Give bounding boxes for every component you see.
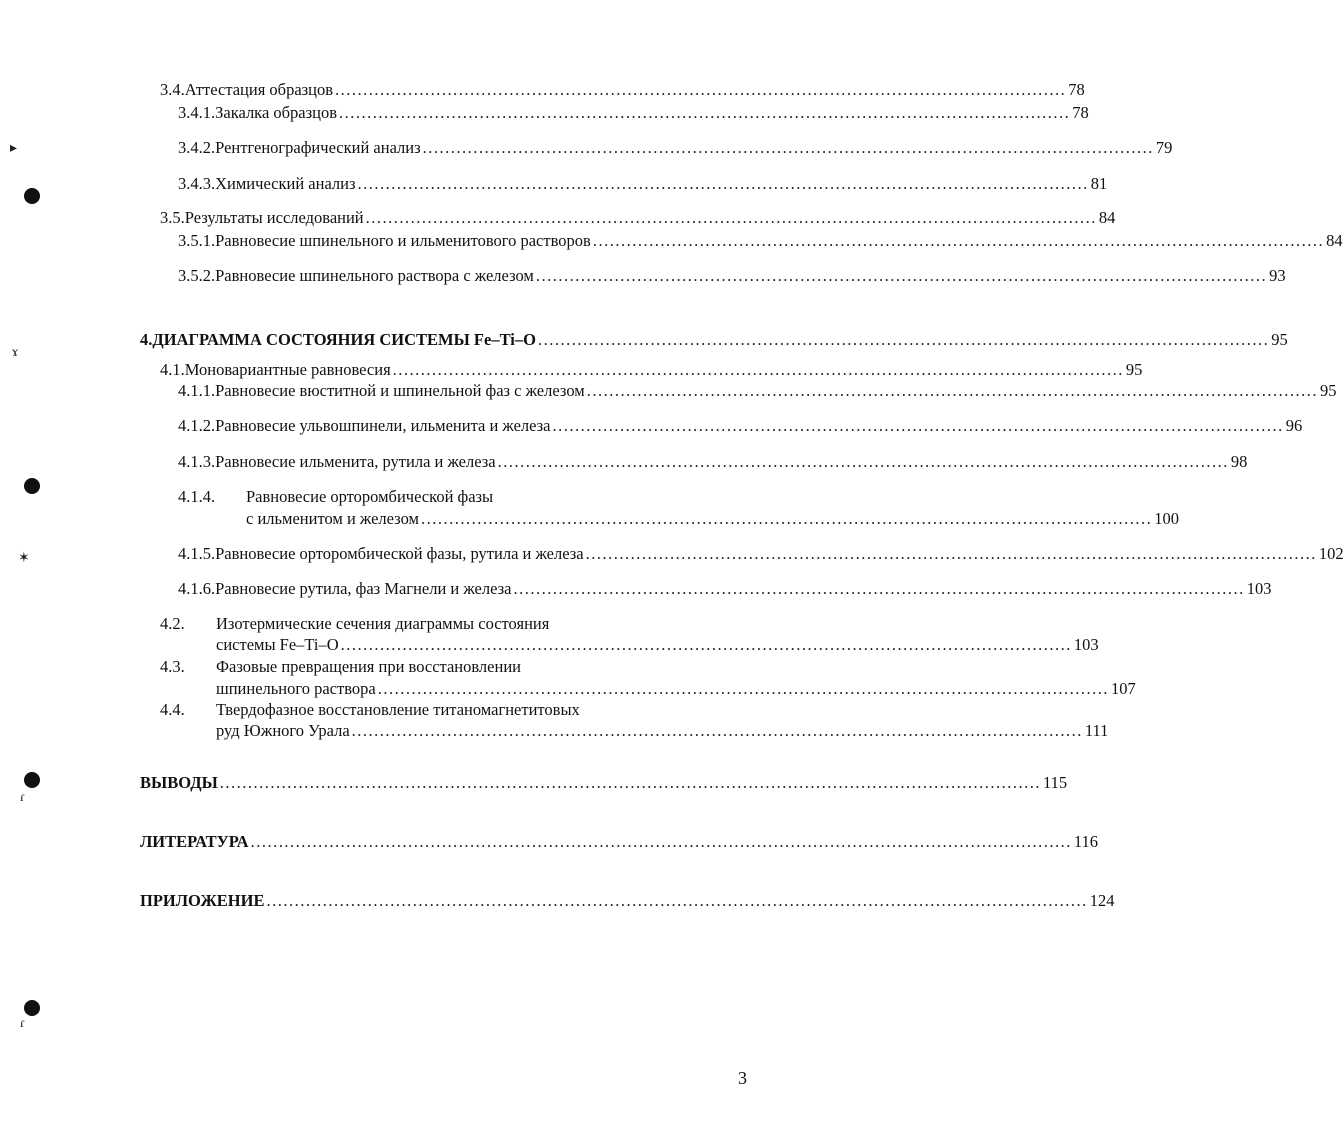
toc-entry-3-5-1[interactable] bbox=[178, 231, 1343, 251]
toc-entry-appendix[interactable] bbox=[140, 891, 1115, 911]
toc-title: Равновесие ильменита, рутила и железа bbox=[215, 452, 496, 471]
binder-hole bbox=[24, 478, 40, 494]
toc-number: 3.4. bbox=[160, 80, 185, 99]
toc-entry-3-5-2[interactable] bbox=[178, 266, 1286, 286]
toc-title: Закалка образцов bbox=[215, 103, 338, 122]
toc-leader: .................................................................................................................................. bbox=[422, 138, 1154, 157]
toc-title: Равновесие рутила, фаз Магнели и железа bbox=[215, 579, 512, 598]
toc-entry-4-1-2[interactable] bbox=[178, 416, 1303, 436]
toc-number: 4.1.5. bbox=[178, 544, 216, 563]
toc-title: Равновесие шпинельного раствора с железом bbox=[215, 266, 534, 285]
toc-title: Моновариантные равновесия bbox=[184, 360, 391, 379]
toc-leader: .................................................................................................................................. bbox=[585, 544, 1317, 563]
toc-page: 78 bbox=[1072, 103, 1089, 122]
toc-page: 103 bbox=[1246, 579, 1272, 598]
scan-mark: ɾ bbox=[20, 790, 25, 805]
toc-title: Изотермические сечения диаграммы состояния bbox=[216, 614, 550, 633]
toc-entry-4-2[interactable] bbox=[216, 635, 1099, 655]
toc-title: Равновесие шпинельного и ильменитового растворов bbox=[215, 231, 591, 250]
toc-title: Равновесие ульвошпинели, ильменита и железа bbox=[215, 416, 551, 435]
toc-title: руд Южного Урала bbox=[216, 721, 350, 740]
toc-title: Равновесие орторомбической фазы bbox=[246, 487, 494, 506]
toc-page: 78 bbox=[1068, 80, 1085, 99]
scan-mark: ✶ bbox=[18, 551, 30, 566]
toc-title: с ильменитом и железом bbox=[246, 509, 419, 528]
toc-page: 116 bbox=[1073, 832, 1098, 851]
toc-entry-conclusions[interactable] bbox=[140, 773, 1068, 793]
toc-page: 98 bbox=[1230, 452, 1248, 471]
toc-number: 3.4.3. bbox=[178, 174, 216, 193]
toc-page: 107 bbox=[1110, 679, 1136, 698]
scan-mark: ɾ bbox=[20, 1016, 25, 1031]
binder-hole bbox=[24, 188, 40, 204]
toc-page: 95 bbox=[1125, 360, 1143, 379]
toc-number: 3.4.2. bbox=[178, 138, 216, 157]
toc-entry-3-4-1[interactable] bbox=[178, 103, 1089, 123]
toc-title: Равновесие вюститной и шпинельной фаз с железом bbox=[215, 381, 585, 400]
toc-page: 95 bbox=[1271, 330, 1288, 349]
toc-number: 3.5. bbox=[160, 208, 185, 227]
toc-leader: .................................................................................................................................. bbox=[513, 579, 1245, 598]
toc-leader: .................................................................................................................................................. bbox=[266, 891, 1088, 910]
toc-entry-literature[interactable] bbox=[140, 832, 1098, 852]
toc-page: 84 bbox=[1326, 231, 1343, 250]
toc-page: 95 bbox=[1319, 381, 1337, 400]
scan-mark: ɤ bbox=[12, 345, 19, 360]
toc-page: 103 bbox=[1073, 635, 1099, 654]
toc-page: 96 bbox=[1285, 416, 1303, 435]
binder-hole bbox=[24, 1000, 40, 1016]
toc-entry-4-3-first-line[interactable] bbox=[160, 657, 521, 677]
toc-entry-4-1-6[interactable] bbox=[178, 579, 1272, 599]
toc-number: 3.5.2. bbox=[178, 266, 216, 285]
toc-number: 4.1.2. bbox=[178, 416, 216, 435]
toc-entry-4-1-4[interactable] bbox=[246, 509, 1179, 529]
toc-number: 4.4. bbox=[160, 700, 185, 719]
toc-title: ЛИТЕРАТУРА bbox=[140, 832, 249, 851]
toc-entry-3-4-3[interactable] bbox=[178, 174, 1108, 194]
toc-title: системы Fe–Ti–O bbox=[216, 635, 339, 654]
toc-leader: .................................................................................................................................. bbox=[537, 330, 1270, 349]
toc-title: ВЫВОДЫ bbox=[140, 773, 218, 792]
toc-number: 4.2. bbox=[160, 614, 185, 633]
toc-entry-4-4-first-line[interactable] bbox=[160, 700, 580, 720]
toc-leader: .................................................................................................................................................. bbox=[219, 773, 1042, 792]
toc-title: Твердофазное восстановление титаномагнетитовых bbox=[216, 700, 580, 719]
toc-leader: .................................................................................................................................. bbox=[351, 721, 1083, 740]
toc-leader: .................................................................................................................................................. bbox=[250, 832, 1072, 851]
toc-title: Результаты исследований bbox=[184, 208, 364, 227]
toc-leader: .................................................................................................................................. bbox=[340, 635, 1072, 654]
toc-entry-4-4[interactable] bbox=[216, 721, 1109, 741]
toc-title: Рентгенографический анализ bbox=[215, 138, 421, 157]
toc-number: 4.1. bbox=[160, 360, 185, 379]
toc-entry-4-2-first-line[interactable] bbox=[160, 614, 549, 634]
page-number: 3 bbox=[738, 1068, 747, 1088]
toc-leader: .................................................................................................................................. bbox=[535, 266, 1268, 285]
toc-entry-3-4-2[interactable] bbox=[178, 138, 1173, 158]
toc-entry-4-1-4-first-line[interactable] bbox=[178, 487, 493, 507]
binder-hole bbox=[24, 772, 40, 788]
toc-entry-3-4[interactable] bbox=[160, 80, 1085, 100]
toc-page: 102 bbox=[1318, 544, 1344, 563]
toc-number: 4.1.4. bbox=[178, 487, 216, 506]
toc-number: 4. bbox=[140, 330, 153, 349]
toc-leader: .................................................................................................................................. bbox=[339, 103, 1071, 122]
toc-page: 115 bbox=[1043, 773, 1068, 792]
toc-page: 111 bbox=[1084, 721, 1109, 740]
toc-entry-chapter-4[interactable] bbox=[140, 330, 1288, 350]
toc-leader: .................................................................................................................................. bbox=[552, 416, 1284, 435]
toc-number: 4.1.6. bbox=[178, 579, 216, 598]
toc-number: 4.3. bbox=[160, 657, 185, 676]
toc-leader: .................................................................................................................................. bbox=[357, 174, 1089, 193]
toc-leader: .................................................................................................................................. bbox=[392, 360, 1124, 379]
toc-page: 93 bbox=[1269, 266, 1286, 285]
toc-entry-4-1-5[interactable] bbox=[178, 544, 1344, 564]
toc-leader: .................................................................................................................................. bbox=[592, 231, 1325, 250]
toc-page: 81 bbox=[1090, 174, 1108, 193]
toc-leader: .................................................................................................................................. bbox=[497, 452, 1229, 471]
toc-page: 124 bbox=[1089, 891, 1115, 910]
toc-leader: .................................................................................................................................. bbox=[365, 208, 1097, 227]
toc-page: 100 bbox=[1154, 509, 1179, 528]
toc-entry-3-5[interactable] bbox=[160, 208, 1116, 228]
scan-mark: ▸ bbox=[10, 141, 18, 156]
toc-entry-4-1-1[interactable] bbox=[178, 381, 1337, 401]
toc-page: 79 bbox=[1155, 138, 1173, 157]
toc-entry-4-1[interactable] bbox=[160, 360, 1143, 380]
toc-title: Аттестация образцов bbox=[184, 80, 334, 99]
toc-entry-4-1-3[interactable] bbox=[178, 452, 1248, 472]
toc-title: шпинельного раствора bbox=[216, 679, 376, 698]
toc-leader: .................................................................................................................................. bbox=[335, 80, 1067, 99]
toc-title: Фазовые превращения при восстановлении bbox=[216, 657, 521, 676]
toc-title: Равновесие орторомбической фазы, рутила и железа bbox=[215, 544, 584, 563]
toc-page: 84 bbox=[1098, 208, 1116, 227]
toc-number: 4.1.3. bbox=[178, 452, 216, 471]
toc-title: Химический анализ bbox=[215, 174, 356, 193]
toc-leader: .................................................................................................................................. bbox=[586, 381, 1318, 400]
toc-title: ПРИЛОЖЕНИЕ bbox=[140, 891, 265, 910]
toc-number: 3.4.1. bbox=[178, 103, 216, 122]
toc-leader: .................................................................................................................................. bbox=[420, 509, 1153, 528]
toc-entry-4-3[interactable] bbox=[216, 679, 1136, 699]
toc-title: ДИАГРАММА СОСТОЯНИЯ СИСТЕМЫ Fe–Ti–O bbox=[152, 330, 536, 349]
toc-number: 4.1.1. bbox=[178, 381, 216, 400]
toc-number: 3.5.1. bbox=[178, 231, 216, 250]
toc-leader: .................................................................................................................................. bbox=[377, 679, 1109, 698]
